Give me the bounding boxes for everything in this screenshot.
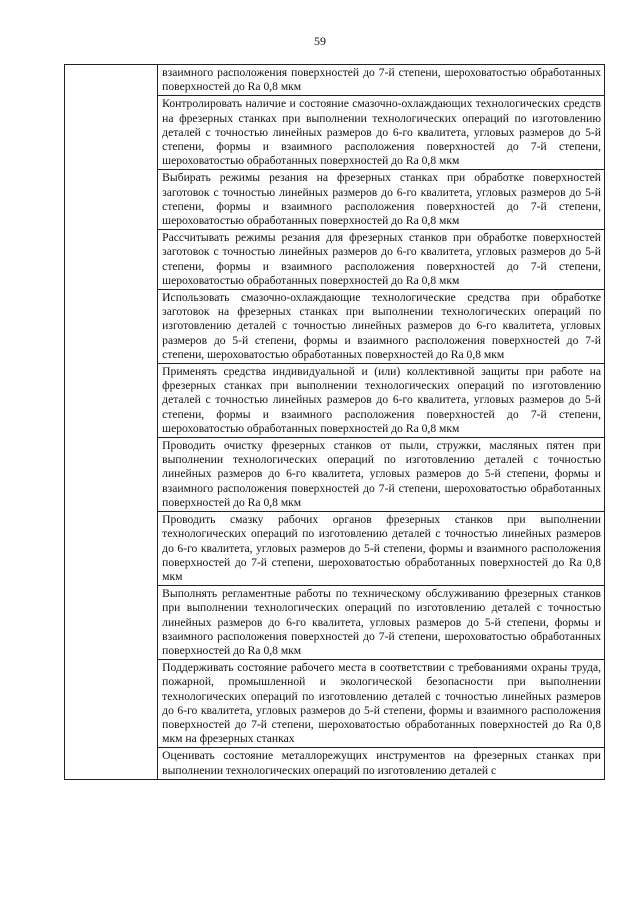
table-cell-text: взаимного расположения поверхностей до 7-й степени, шероховатостью обработанных поверхностей до Ra 0,8 мкм [158,65,605,96]
table-cell-text: Проводить смазку рабочих органов фрезерных станков при выполнении технологических операций по изготовлению деталей с точностью линейных размеров до 6-го квалитета, угловых размеров до 5-й степени, формы и взаимного расположения поверхностей до 7-й степени, шероховатостью обработанных поверхностей до Ra 0,8 мкм [158,512,605,586]
table-cell-text: Выполнять регламентные работы по техническому обслуживанию фрезерных станков при выполнении технологических операций по изготовлению деталей с точностью линейных размеров до 6-го квалитета, угловых размеров до 5-й степени, формы и взаимного расположения поверхностей до 7-й степени, шероховатостью обработанных поверхностей до Ra 0,8 мкм [158,586,605,660]
table-cell-text: Контролировать наличие и состояние смазочно-охлаждающих технологических средств на фрезерных станках при выполнении технологических операций по изготовлению деталей с точностью линейных размеров до 6-го квалитета, угловых размеров до 5-й степени, формы и взаимного расположения поверхностей до 7-й степени, шероховатостью обработанных поверхностей до Ra 0,8 мкм [158,96,605,170]
page-number: 59 [314,34,326,48]
table-cell-text: Рассчитывать режимы резания для фрезерных станков при обработке поверхностей заготовок с точностью линейных размеров до 6-го квалитета, угловых размеров до 5-й степени, формы и взаимного расположения поверхностей до 7-й степени, шероховатостью обработанных поверхностей до Ra 0,8 мкм [158,230,605,290]
table-cell-text: Оценивать состояние металлорежущих инструментов на фрезерных станках при выполнении технологических операций по изготовлению деталей с [158,748,605,779]
table-row [65,65,605,96]
page-bottom-margin [0,863,640,903]
skills-table [64,64,605,780]
merged-label-cell [65,65,158,780]
table-cell-text: Проводить очистку фрезерных станков от пыли, стружки, масляных пятен при выполнении технологических операций по изготовлению деталей с точностью линейных размеров до 6-го квалитета, угловых размеров до 5-й степени, формы и взаимного расположения поверхностей до 7-й степени, шероховатостью обработанных поверхностей до Ra 0,8 мкм [158,438,605,512]
table-cell-text: Поддерживать состояние рабочего места в соответствии с требованиями охраны труда, пожарной, промышленной и экологической безопасности при выполнении технологических операций по изготовлению деталей с точностью линейных размеров до 6-го квалитета, угловых размеров до 5-й степени, формы и взаимного расположения поверхностей до 7-й степени, шероховатостью обработанных поверхностей до Ra 0,8 мкм на фрезерных станках [158,660,605,748]
table-cell-text: Использовать смазочно-охлаждающие технологические средства при обработке заготовок на фрезерных станках при выполнении технологических операций по изготовлению деталей с точностью линейных размеров до 6-го квалитета, угловых размеров до 5-й степени, формы и взаимного расположения поверхностей до 7-й степени, шероховатостью обработанных поверхностей до Ra 0,8 мкм [158,290,605,364]
table-cell-text: Выбирать режимы резания на фрезерных станках при обработке поверхностей заготовок с точностью линейных размеров до 6-го квалитета, угловых размеров до 5-й степени, формы и взаимного расположения поверхностей до 7-й степени, шероховатостью обработанных поверхностей до Ra 0,8 мкм [158,170,605,230]
table-cell-text: Применять средства индивидуальной и (или) коллективной защиты при работе на фрезерных станках при выполнении технологических операций по изготовлению деталей с точностью линейных размеров до 6-го квалитета, угловых размеров до 5-й степени, формы и взаимного расположения поверхностей до 7-й степени, шероховатостью обработанных поверхностей до Ra 0,8 мкм [158,364,605,438]
